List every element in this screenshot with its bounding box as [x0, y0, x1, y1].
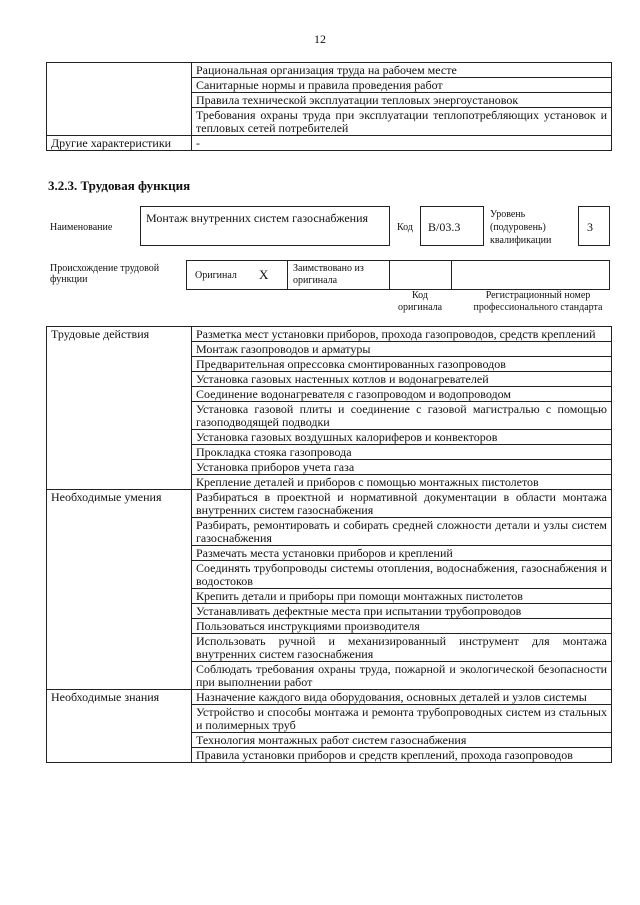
table-cell: Требования охраны труда при эксплуатации теплопотребляющих установок и тепловых сетей потребителей: [192, 108, 612, 136]
divider: [451, 261, 452, 289]
origin-row: [186, 260, 610, 290]
top-characteristics-table: [46, 62, 612, 151]
table-cell: Разметка мест установки приборов, прохода газопроводов, средств креплений: [192, 327, 612, 342]
section-title: 3.2.3. Трудовая функция: [48, 178, 191, 193]
code-value-box: [420, 206, 484, 246]
borrowed-label: Заимствовано из оригинала: [293, 263, 364, 286]
table-cell: Правила технической эксплуатации тепловых энергоустановок: [192, 93, 612, 108]
divider: [287, 261, 288, 289]
table-cell: Размечать места установки приборов и креплений: [192, 546, 612, 561]
table-row: [47, 327, 612, 342]
table-cell: Устанавливать дефектные места при испытании трубопроводов: [192, 604, 612, 619]
reg-number-label: Регистрационный номер профессионального стандарта: [473, 290, 603, 313]
table-cell: Предварительная опрессовка смонтированных газопроводов: [192, 357, 612, 372]
divider: [389, 261, 390, 289]
table-cell: Установка газовых воздушных калориферов и конвекторов: [192, 430, 612, 445]
table-cell: Правила установки приборов и средств креплений, прохода газопроводов: [192, 748, 612, 763]
name-value: Монтаж внутренних систем газоснабжения: [146, 211, 369, 225]
table-cell: Крепить детали и приборы при помощи монтажных пистолетов: [192, 589, 612, 604]
table-cell: Установка приборов учета газа: [192, 460, 612, 475]
other-characteristics-value: -: [192, 136, 612, 151]
table-cell: Монтаж газопроводов и арматуры: [192, 342, 612, 357]
level-label: Уровень (подуровень) квалификации: [490, 209, 552, 246]
table-cell: Санитарные нормы и правила проведения работ: [192, 78, 612, 93]
other-characteristics-label: Другие характеристики: [47, 136, 192, 151]
table-cell: Установка газовой плиты и соединение с газовой магистралью с помощью газоподводящей подводки: [192, 402, 612, 430]
code-original-label: Код оригинала: [397, 290, 443, 313]
table-cell: Прокладка стояка газопровода: [192, 445, 612, 460]
group-label: Необходимые знания: [47, 690, 192, 763]
name-value-box: [140, 206, 390, 246]
table-cell: Назначение каждого вида оборудования, основных деталей и узлов системы: [192, 690, 612, 705]
table-cell: Соединять трубопроводы системы отопления, водоснабжения, газоснабжения и водостоков: [192, 561, 612, 589]
table-row: [47, 136, 612, 151]
table-cell: Рациональная организация труда на рабочем месте: [192, 63, 612, 78]
group-label: Необходимые умения: [47, 490, 192, 690]
code-label: Код: [397, 222, 413, 233]
table-row: [47, 690, 612, 705]
table-cell: Использовать ручной и механизированный инструмент для монтажа внутренних систем газоснабжения: [192, 634, 612, 662]
table-cell: Технология монтажных работ систем газоснабжения: [192, 733, 612, 748]
table-cell: Соблюдать требования охраны труда, пожарной и экологической безопасности при выполнении работ: [192, 662, 612, 690]
table-cell: Разбирать, ремонтировать и собирать средней сложности детали и узлы систем газоснабжения: [192, 518, 612, 546]
code-value: B/03.3: [428, 220, 461, 234]
name-label: Наименование: [50, 222, 113, 233]
table-cell: Пользоваться инструкциями производителя: [192, 619, 612, 634]
table-row: [47, 490, 612, 518]
labor-function-table: [46, 326, 612, 763]
level-value: 3: [587, 220, 593, 234]
table-row: [47, 63, 612, 78]
level-value-box: [578, 206, 610, 246]
original-label: Оригинал: [195, 270, 237, 281]
group-label-empty: [47, 63, 192, 136]
table-cell: Разбираться в проектной и нормативной документации в области монтажа внутренних систем газоснабжения: [192, 490, 612, 518]
table-cell: Соединение водонагревателя с газопроводом и водопроводом: [192, 387, 612, 402]
table-cell: Установка газовых настенных котлов и водонагревателей: [192, 372, 612, 387]
group-label: Трудовые действия: [47, 327, 192, 490]
origin-label: Происхождение трудовой функции: [50, 263, 160, 285]
page-number: 12: [314, 32, 326, 46]
original-mark: X: [259, 267, 269, 282]
table-cell: Устройство и способы монтажа и ремонта трубопроводных систем из стальных и полимерных труб: [192, 705, 612, 733]
table-cell: Крепление деталей и приборов с помощью монтажных пистолетов: [192, 475, 612, 490]
